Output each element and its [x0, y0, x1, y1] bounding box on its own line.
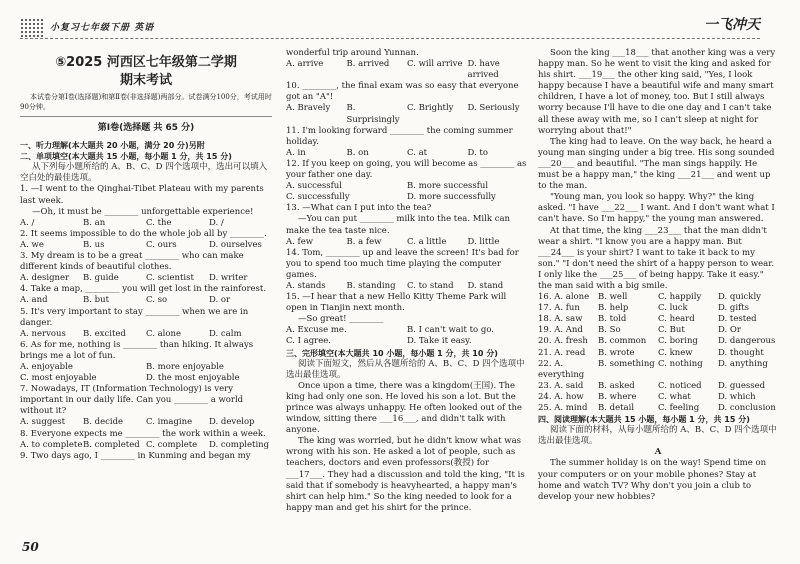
option: C. most enjoyable: [20, 373, 97, 384]
question-3-options: [20, 273, 272, 284]
question-1: 1. —I went to the Qinghai-Tibet Plateau with my parents last week.: [20, 184, 264, 206]
option: C. nothing: [658, 358, 703, 369]
option: B. common: [598, 336, 647, 347]
option: B. excited: [83, 328, 126, 339]
question-6-options-row-2: [20, 373, 272, 384]
exam-title: ⑤2025 河西区七年级第二学期: [55, 55, 237, 70]
option: B. wrote: [598, 347, 635, 358]
column-3: [538, 48, 778, 503]
option: C. noticed: [658, 380, 702, 391]
question-13-reply: —You can put ________ milk into the tea. Milk can make the tea taste nice.: [286, 214, 511, 236]
column-2: [286, 48, 528, 514]
option: B. but: [83, 295, 109, 306]
option: A. stands: [286, 280, 326, 291]
option: A. /: [20, 217, 35, 228]
option: B. asked: [598, 380, 635, 391]
question-12-options-row-1: [286, 181, 528, 192]
option: C. heard: [658, 314, 695, 325]
option: A. arrive: [286, 59, 324, 70]
header-divider: [20, 38, 760, 39]
option: D. quickly: [718, 292, 761, 303]
cloze-paragraph-1: Once upon a time, there was a kingdom(王国). The king had only one son. He loved his son a lot. But the prince was always unhappy. He often looked out of the window, sitting there ___16___, and didn't talk with anyone.: [286, 380, 522, 436]
option: A. to complete: [20, 439, 83, 450]
question-4-options: [20, 295, 272, 306]
section-4-intro: 阅读下面的材料，从每小题所给的 A、B、C、D 四个选项中选出最佳选项。: [538, 425, 777, 447]
option: C. alone: [146, 328, 182, 339]
question-1-options: [20, 218, 272, 229]
question-11-options: [286, 148, 528, 159]
exam-note: 本试卷分第Ⅰ卷(选择题)和第Ⅱ卷(非选择题)两部分。试卷满分100分，考试用时90分钟。: [20, 93, 272, 111]
cloze-paragraph-6: At that time, the king ___23___ that the man didn't wear a shirt. "I know you are a happy man. But ___24___ is your shirt? I want to take it back to my son." "I don't need the shirt of a happy person to wear. I only like the ___25___ of being happy. Take it easy." the man said with a big smile.: [538, 225, 775, 291]
cloze-paragraph-2: The king was worried, but he didn't know what was wrong with his son. He asked a lot of people, such as teachers, doctors and even professors(教授) for ___17___. They had a discussion and told the king, "It is said that if somebody is heavyhearted, a happy man's shirt can help him." So the king needed to look for a happy man and get his shirt for the prince.: [286, 436, 525, 513]
cloze-options: [538, 292, 778, 414]
option: D. gifts: [718, 303, 749, 314]
option: B. well: [598, 292, 628, 303]
option: B. where: [598, 391, 637, 402]
option: C. I agree.: [286, 336, 331, 347]
option: D. completing: [209, 439, 270, 450]
page-header: [0, 0, 800, 44]
option: A. in: [286, 147, 306, 158]
option: C. successfully: [286, 192, 350, 203]
option: C. ours: [146, 239, 177, 250]
option: C. feeling: [658, 403, 700, 413]
option: B. arrived: [346, 59, 390, 70]
option: 25. A. mind: [538, 403, 588, 413]
option: C. complete: [146, 439, 198, 450]
option: D. stand: [467, 280, 504, 291]
question-2: 2. It seems impossible to do the whole job all by ________.: [20, 228, 267, 239]
question-8: 8. Everyone expects me ________ the work within a week.: [20, 428, 266, 439]
question-7-options: [20, 417, 272, 428]
option: 20. A. fresh: [538, 336, 588, 347]
option: D. writer: [209, 273, 248, 284]
option: C. at: [407, 147, 428, 158]
header-logo: 一飞冲天: [704, 17, 760, 33]
option: B. detail: [598, 403, 635, 413]
option: 18. A. saw: [538, 314, 583, 325]
question-10-options: [286, 103, 528, 125]
option: D. /: [209, 217, 224, 228]
option: B. on: [346, 147, 369, 158]
question-15-reply: —So great! ________: [298, 314, 384, 325]
question-6-options-row-1: [20, 362, 272, 373]
cloze-paragraph-3: Soon the king ___18___ that another king was a very happy man. So he went to visit the king and asked for his shirt. ___19___ the other king said, "Yes, I look happy because I have a beautiful wife and many smart children, I have a lot of money, too. But I still always worry because I'll have to die one day and I can't take all these away with me, so I can't sleep at night for worrying about that!": [538, 48, 776, 136]
option: B. decide: [83, 417, 124, 428]
option: B. guide: [83, 273, 119, 284]
option: C. happily: [658, 292, 702, 303]
question-8-options: [20, 440, 272, 451]
question-15-options-row-1: [286, 325, 528, 336]
question-10: 10. ________, the final exam was so easy that everyone got an "A"!: [286, 81, 519, 103]
option: B. a few: [346, 236, 382, 247]
option: C. will arrive: [407, 59, 463, 70]
option: A. and: [20, 295, 48, 306]
question-2-options: [20, 240, 272, 251]
option: 16. A. alone: [538, 292, 590, 303]
option: 22. A. everything: [538, 358, 585, 380]
option: C. a little: [407, 236, 447, 247]
option: D. develop: [209, 417, 255, 428]
question-9-continued: wonderful trip around Yunnan.: [286, 48, 419, 58]
question-6: 6. As for me, nothing is ________ than hiking. It always brings me a lot of fun.: [20, 339, 254, 361]
option: B. standing: [346, 280, 396, 291]
section-3-heading: 三、完形填空(本大题共 10 小题，每小题 1 分，共 10 分): [286, 348, 498, 358]
option: C. But: [658, 325, 685, 336]
passage-a-label: A: [654, 447, 662, 458]
question-12: 12. If you keep on going, you will become as ________ as your father one day.: [286, 158, 527, 181]
option: 21. A. read: [538, 347, 586, 358]
option: C. knew: [658, 347, 693, 358]
option: B. completed: [83, 439, 140, 450]
option: D. calm: [209, 328, 242, 339]
option: D. conclusion: [718, 403, 776, 413]
cloze-paragraph-4: The king had to leave. On the way back, he heard a young man singing under a big tree. His song sounded ___20___ and beautiful. "The man sings happily. He must be a happy man," the king ___21___ and went up to the man.: [538, 136, 775, 192]
option: B. told: [598, 314, 627, 325]
section-2-intro: 从下列每小题所给的 A、B、C、D 四个选项中，选出可以填入空白处的最佳选项。: [20, 162, 268, 184]
option: D. dangerous: [718, 336, 776, 347]
option: B. more successful: [407, 181, 489, 192]
question-15-options-row-2: [286, 336, 528, 347]
option: D. the most enjoyable: [146, 373, 240, 384]
question-5-options: [20, 329, 272, 340]
option: D. Take it easy.: [407, 336, 472, 347]
header-dots-decoration: [20, 18, 44, 38]
option: A. successful: [286, 181, 342, 192]
question-5: 5. It's very important to stay ________ when we are in danger.: [20, 306, 249, 328]
option: B. I can't wait to go.: [407, 325, 494, 336]
option: C. scientist: [146, 273, 194, 284]
option: B. help: [598, 303, 629, 314]
option: B. an: [83, 217, 106, 228]
option: D. more successfully: [407, 192, 496, 203]
question-11: 11. I'm looking forward ________ the coming summer holiday.: [286, 125, 513, 147]
option: A. designer: [20, 273, 70, 284]
section-3-intro: 阅读下面短文，然后从各题所给的 A、B、C、D 四个选项中选出最佳选项。: [286, 358, 525, 380]
option: D. thought: [718, 347, 764, 358]
question-4: 4. Take a map, ________ you will get lost in the rainforest.: [20, 284, 267, 295]
option: C. boring: [658, 336, 698, 347]
option: C. so: [146, 295, 168, 306]
option: 19. A. And: [538, 325, 583, 336]
option: C. imagine: [146, 417, 193, 428]
section-4-heading: 四、阅读理解(本大题共 15 小题，每小题 1 分，共 15 分): [538, 415, 750, 425]
option: A. Excuse me.: [286, 325, 347, 336]
option: 24. A. how: [538, 391, 584, 402]
option: B. So: [598, 325, 621, 336]
question-14: 14. Tom, ________ up and leave the screen! It's bad for you to spend too much time playing the computer games.: [286, 247, 519, 280]
question-13-options: [286, 237, 528, 248]
option: D. which: [718, 391, 756, 402]
option: D. to: [467, 147, 488, 158]
question-1-reply: —Oh, it must be ________ unforgettable experience!: [32, 206, 254, 217]
exam-subtitle: 期末考试: [119, 73, 172, 88]
page-number: 50: [22, 540, 39, 554]
option: C. what: [658, 391, 691, 402]
option: D. guessed: [718, 380, 766, 391]
question-14-options: [286, 281, 528, 292]
option: D. Or: [718, 325, 741, 336]
option: C. Brightly: [407, 103, 454, 114]
option: A. we: [20, 239, 44, 250]
option: D. anything: [718, 358, 768, 369]
column-1: [20, 48, 272, 462]
option: D. or: [209, 295, 231, 306]
option: B. Surprisingly: [346, 103, 400, 125]
option: A. few: [286, 236, 313, 247]
option: 23. A. said: [538, 380, 584, 391]
question-13: 13. —What can I put into the tea?: [286, 203, 432, 214]
option: A. Bravely: [286, 103, 331, 114]
option: A. nervous: [20, 328, 66, 339]
option: C. the: [146, 217, 172, 228]
option: D. ourselves: [209, 239, 262, 250]
question-7: 7. Nowadays, IT (Information Technology) is very important in our daily life. Can you ________ a world without it?: [20, 384, 244, 417]
question-3: 3. My dream is to be a great ________ who can make different kinds of beautiful clothes.: [20, 251, 244, 273]
part-1-heading: 第Ⅰ卷(选择题 共 65 分): [97, 123, 195, 133]
option: D. tested: [718, 314, 757, 325]
section-divider: [20, 116, 272, 117]
cloze-paragraph-5: "Young man, you look so happy. Why?" the king asked. "I have ___22___ I want. And I don't want what I can't have. So I'm happy," the young man answered.: [538, 192, 775, 225]
question-12-options-row-2: [286, 192, 528, 203]
option: B. us: [83, 239, 105, 250]
question-9: 9. Two days ago, I ________ in Kunming and began my: [20, 450, 251, 461]
option: D. little: [467, 236, 500, 247]
section-2-heading: 二、单项填空(本大题共 15 小题，每小题 1 分，共 15 分): [20, 152, 232, 162]
option: 17. A. fun: [538, 303, 580, 314]
option: A. suggest: [20, 417, 66, 428]
option: A. enjoyable: [20, 361, 73, 372]
option: B. something: [598, 358, 655, 369]
option: D. have arrived: [467, 59, 500, 81]
option: B. more enjoyable: [146, 361, 224, 372]
option: C. luck: [658, 303, 688, 314]
passage-a-text: The summer holiday is on the way! Spend time on your computers or on your mobile phones? Stay at home and watch TV? Why don't you join a club to develop your new hobbies?: [538, 458, 767, 502]
question-15: 15. —I hear that a new Hello Kitty Theme Park will open in Tianjin next month.: [286, 292, 507, 314]
question-9-options: [286, 59, 528, 81]
option: C. to stand: [407, 280, 454, 291]
option: D. Seriously: [467, 103, 520, 114]
section-1-heading: 一、听力理解(本大题共 20 小题，满分 20 分)另附: [20, 141, 205, 151]
header-book-title: 小复习七年级下册 英语: [50, 23, 155, 33]
